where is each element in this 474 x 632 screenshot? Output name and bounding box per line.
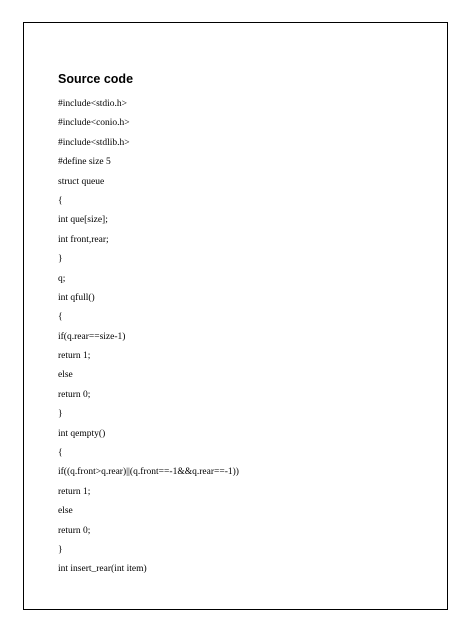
code-line: int insert_rear(int item) [58, 564, 147, 575]
code-line: { [58, 195, 63, 206]
code-line: } [58, 254, 63, 265]
source-code-block [58, 95, 239, 580]
section-heading: Source code [58, 72, 134, 86]
code-line: } [58, 544, 63, 555]
code-line: #include<stdio.h> [58, 99, 128, 109]
code-line: else [58, 370, 73, 381]
code-line: } [58, 409, 63, 420]
code-line: #include<stdlib.h> [58, 137, 130, 148]
code-line: int qfull() [58, 292, 95, 303]
code-line: #define size 5 [58, 157, 111, 168]
document-page [23, 22, 448, 610]
code-line: return 1; [58, 486, 91, 497]
code-line: else [58, 506, 73, 517]
code-line: return 0; [58, 389, 91, 400]
code-line: int que[size]; [58, 215, 108, 226]
code-line: #include<conio.h> [58, 118, 130, 129]
code-line: return 0; [58, 525, 91, 536]
code-line: if((q.front>q.rear)||(q.front==-1&&q.rear==-1)) [58, 467, 239, 478]
code-line: if(q.rear==size-1) [58, 331, 126, 342]
code-line: { [58, 448, 63, 459]
code-line: struct queue [58, 176, 105, 187]
code-line: return 1; [58, 351, 91, 362]
code-line: q; [58, 273, 66, 284]
code-line: int front,rear; [58, 234, 109, 245]
code-line: { [58, 312, 63, 323]
code-line: int qempty() [58, 428, 106, 439]
